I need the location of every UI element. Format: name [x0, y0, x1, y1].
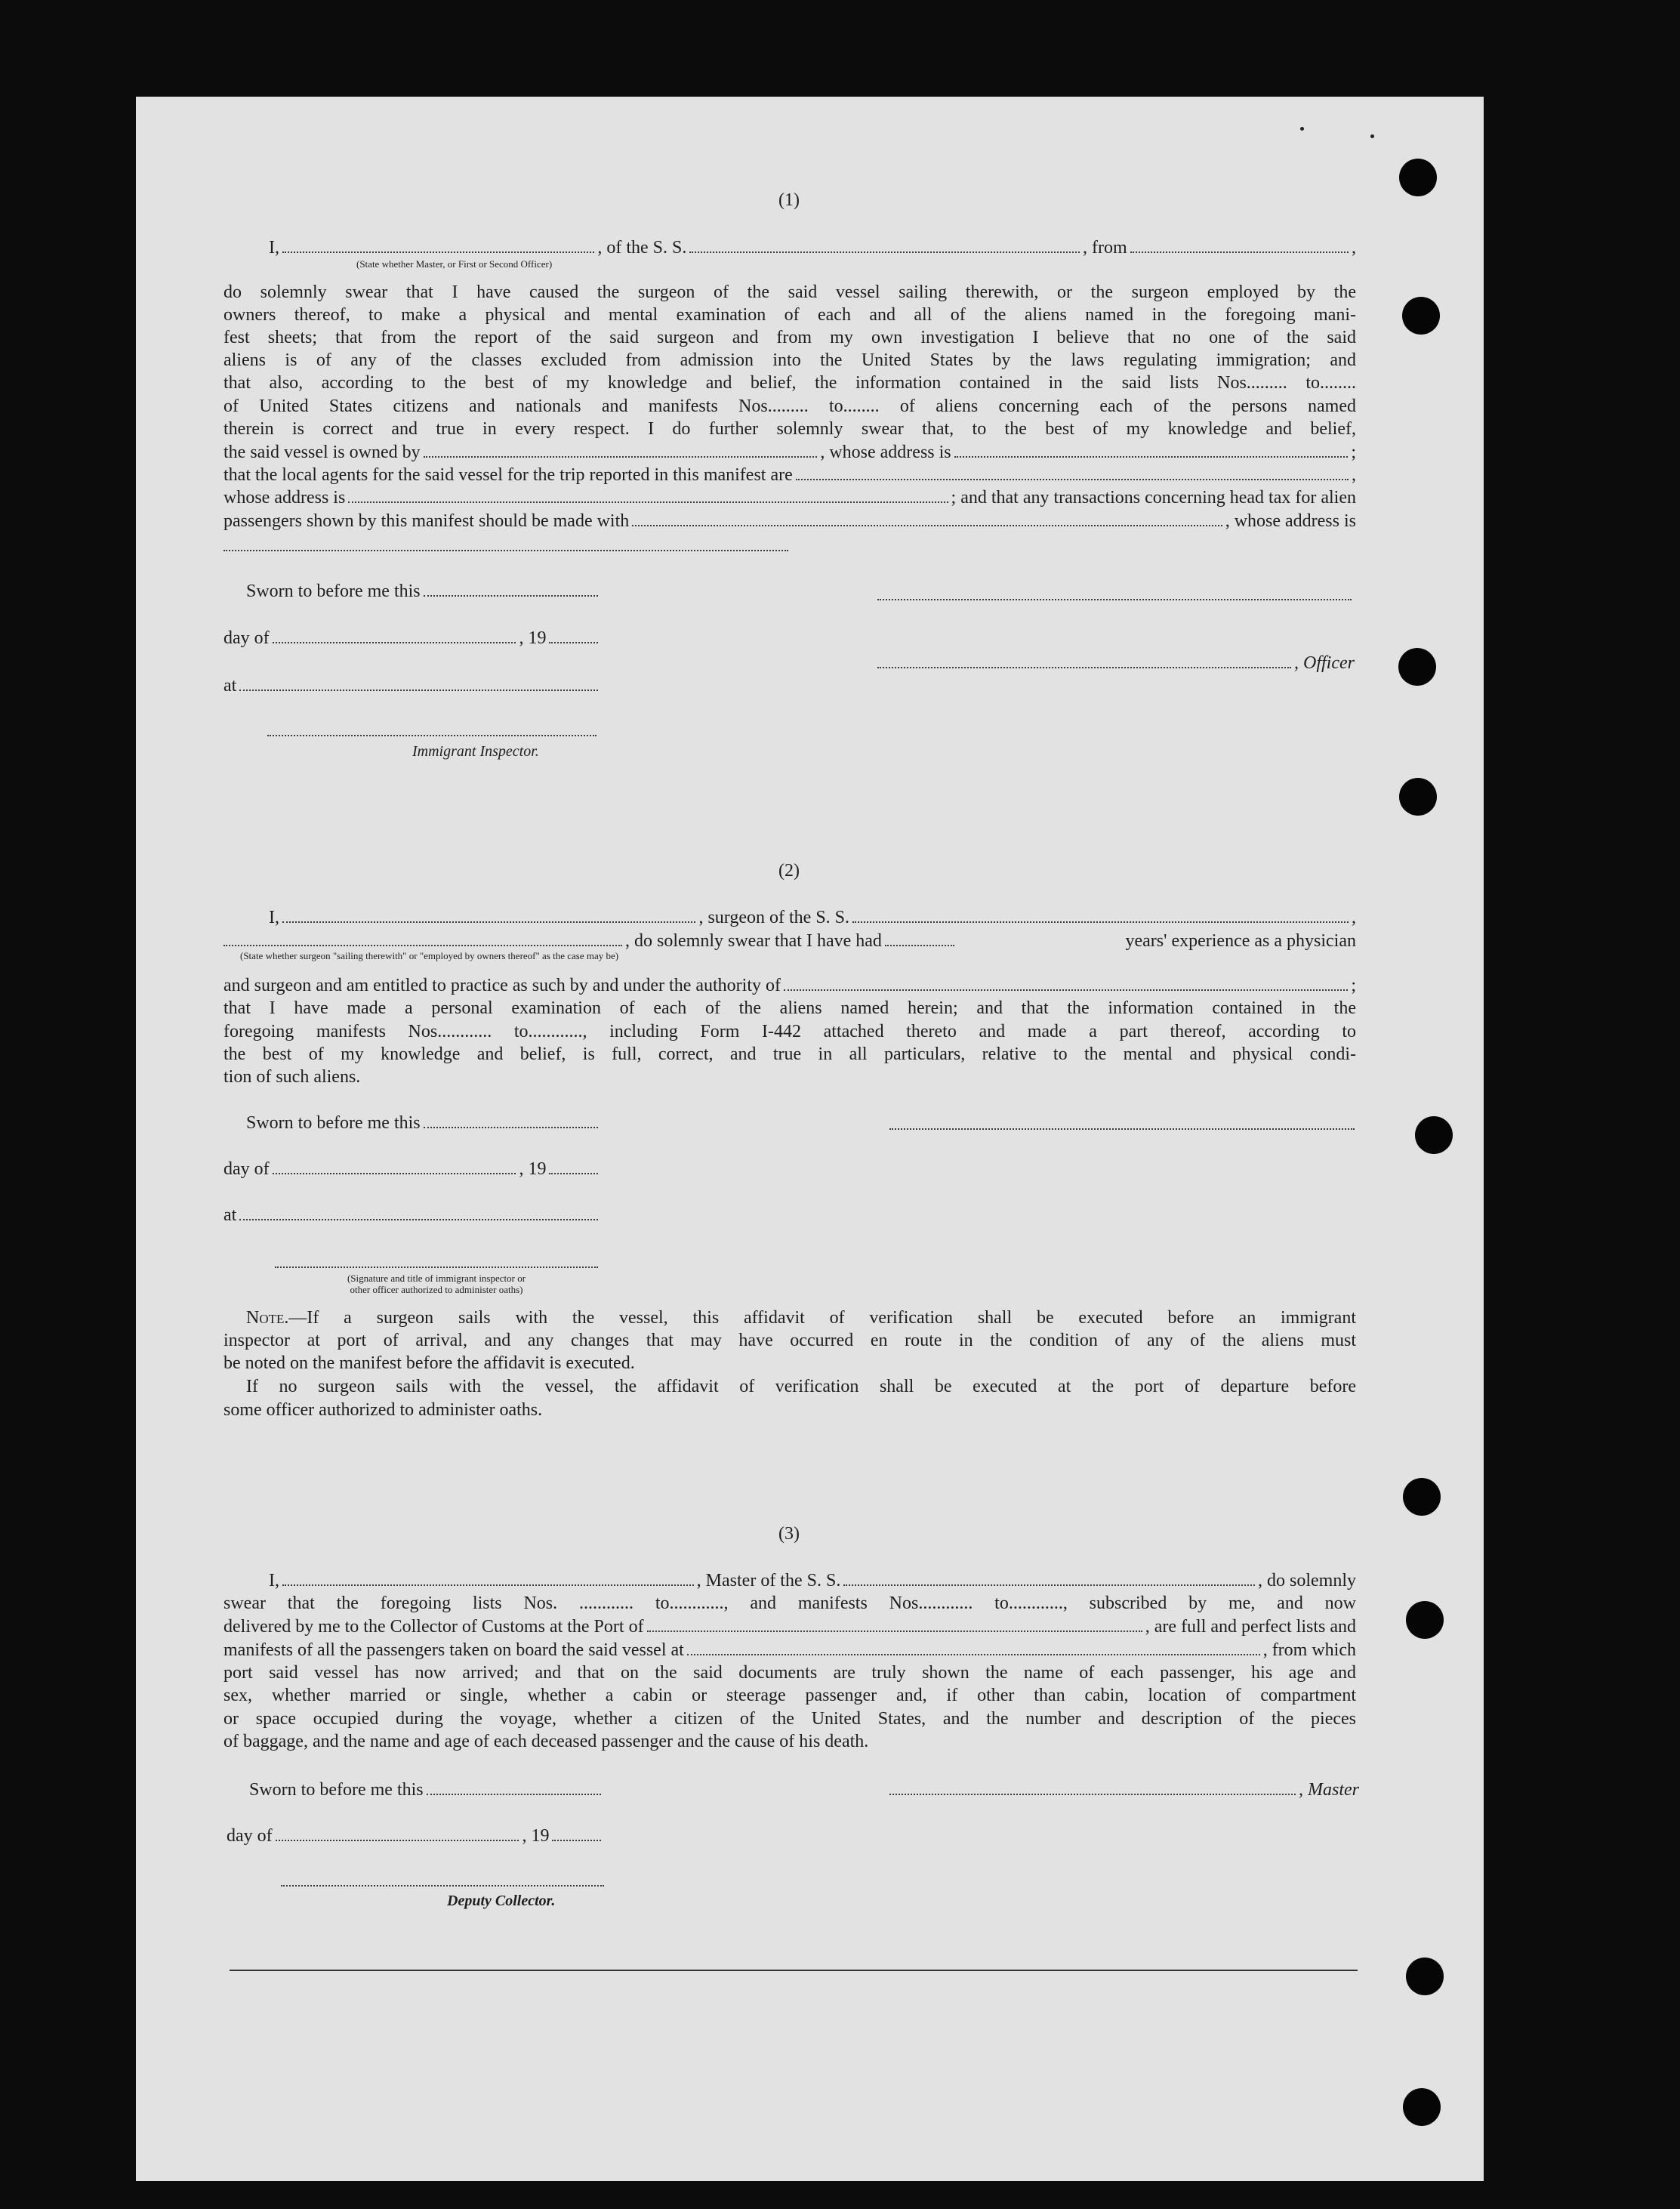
- head-tax-text: ; and that any transactions concerning head tax for alien: [951, 488, 1356, 508]
- s1-para-line: of United States citizens and nationals and manifests Nos......... to........ of aliens concerning each of the persons named: [223, 396, 1356, 416]
- day-of-label: day of: [223, 628, 270, 648]
- authority-text: and surgeon and am entitled to practice as such by and under the authority of: [223, 976, 781, 995]
- section-1-number: (1): [778, 190, 800, 210]
- officer-name-field[interactable]: [282, 238, 594, 253]
- owner-field[interactable]: [424, 443, 818, 458]
- month-field[interactable]: [273, 628, 516, 643]
- solemnly-text: , do solemnly: [1258, 1571, 1356, 1590]
- officer-signature-field[interactable]: [877, 653, 1291, 668]
- taken-on-board-text: manifests of all the passengers taken on board the said vessel at: [223, 1640, 684, 1660]
- s1-at: [223, 674, 601, 698]
- note-line-4: If no surgeon sails with the vessel, the affidavit of verification shall be executed at the port of departure before: [246, 1377, 1356, 1396]
- place-field[interactable]: [239, 1205, 598, 1220]
- semicolon: ;: [1351, 443, 1357, 462]
- day-of-label: day of: [227, 1826, 273, 1846]
- s2-at: [223, 1204, 601, 1227]
- punch-hole: [1415, 1116, 1453, 1154]
- s2-line-1: [223, 906, 1356, 930]
- s3-i-label: I,: [269, 1571, 279, 1590]
- collector-signature-line[interactable]: [281, 1885, 604, 1887]
- signature-note-line-1: (Signature and title of immigrant inspector or: [347, 1273, 526, 1284]
- s1-sworn: [246, 580, 601, 603]
- agents-address-label: whose address is: [223, 488, 346, 508]
- at-label: at: [223, 1205, 237, 1225]
- head-tax-party-field[interactable]: [632, 511, 1222, 526]
- s3-para-line: swear that the foregoing lists Nos. ............ to............, and manifests Nos............ to............, subscribed by me, and now: [223, 1594, 1356, 1613]
- surgeon-signature-line[interactable]: [889, 1128, 1355, 1130]
- owner-address-field[interactable]: [954, 443, 1349, 458]
- sworn-day-field[interactable]: [424, 582, 598, 597]
- s3-sworn: [249, 1779, 604, 1802]
- s2-para-line: that I have made a personal examination of each of the aliens named herein; and that the information contained in the: [223, 998, 1356, 1018]
- s1-para-line: that also, according to the best of my knowledge and belief, the information contained in the said lists Nos......... to........: [223, 373, 1356, 393]
- inspector-signature-line[interactable]: [275, 1266, 598, 1268]
- sworn-label: Sworn to before me this: [249, 1780, 424, 1800]
- at-label: at: [223, 676, 237, 696]
- s1-para-line: owners thereof, to make a physical and mental examination of each and all of the aliens named in the foregoing mani-: [223, 305, 1356, 325]
- master-label: , Master: [1299, 1780, 1359, 1800]
- s2-line-2: [223, 930, 1356, 953]
- s2-sworn: [246, 1112, 601, 1135]
- s1-of-ss: , of the S. S.: [597, 238, 687, 258]
- punch-hole: [1403, 2088, 1441, 2126]
- s1-comma: ,: [1352, 238, 1356, 258]
- s1-i-label: I,: [269, 238, 279, 258]
- punch-hole: [1399, 159, 1437, 196]
- s1-para-line: fest sheets; that from the report of the said surgeon and from my own investigation I believe that no one of the said: [223, 328, 1356, 347]
- s3-master-sig: [886, 1779, 1359, 1802]
- note-line-5: some officer authorized to administer oaths.: [223, 1400, 543, 1420]
- bottom-rule: [230, 1970, 1358, 1971]
- years-field[interactable]: [885, 931, 954, 946]
- note-line-1: [223, 1307, 1356, 1330]
- s1-agents-line: [223, 464, 1356, 487]
- s3-para-line: or space occupied during the voyage, whether a citizen of the United States, and the number and description of the pieces: [223, 1709, 1356, 1729]
- boarding-port-field[interactable]: [687, 1640, 1260, 1655]
- day-of-label: day of: [223, 1159, 270, 1179]
- s3-line-4: [223, 1639, 1356, 1662]
- s1-officer-sig: [874, 652, 1355, 675]
- s3-line-3: [223, 1615, 1356, 1639]
- sworn-label: Sworn to before me this: [246, 1113, 421, 1133]
- s2-i-label: I,: [269, 908, 279, 927]
- surgeon-type-note: (State whether surgeon "sailing therewith" or "employed by owners thereof" as the case may be): [240, 950, 619, 961]
- month-field[interactable]: [276, 1826, 519, 1841]
- s3-para-line: of baggage, and the name and age of each deceased passenger and the cause of his death.: [223, 1732, 869, 1751]
- year-field[interactable]: [549, 1159, 598, 1174]
- vessel-name-field[interactable]: [689, 238, 1080, 253]
- master-of-label: , Master of the S. S.: [696, 1571, 841, 1590]
- arrival-port-field[interactable]: [647, 1617, 1142, 1632]
- from-which-text: , from which: [1262, 1640, 1356, 1660]
- place-field[interactable]: [239, 676, 598, 691]
- speck: [1370, 134, 1374, 138]
- s2-para-line: foregoing manifests Nos............ to............, including Form I-442 attached thereto and made a part thereof, according to: [223, 1022, 1356, 1041]
- note-line-3: be noted on the manifest before the affidavit is executed.: [223, 1353, 635, 1373]
- made-with-label: passengers shown by this manifest should be made with: [223, 511, 630, 531]
- s1-address-line: [223, 486, 1356, 510]
- s1-line-1: [223, 236, 1356, 260]
- deputy-collector-label: Deputy Collector.: [447, 1893, 556, 1909]
- agents-address-field[interactable]: [348, 488, 948, 503]
- inspector-signature-line[interactable]: [267, 735, 596, 736]
- year-prefix: , 19: [522, 1826, 550, 1846]
- s2-vessel-field[interactable]: [852, 908, 1349, 923]
- signature-note: [275, 1273, 598, 1295]
- punch-hole: [1399, 778, 1437, 816]
- sworn-day-field[interactable]: [424, 1113, 598, 1128]
- signature-note-line-2: other officer authorized to administer oaths): [350, 1284, 523, 1295]
- comma: ,: [1352, 908, 1356, 927]
- s1-para-line: aliens is of any of the classes excluded from admission into the United States by the laws regulating immigration; and: [223, 350, 1356, 370]
- whose-address-label: , whose address is: [1225, 511, 1356, 531]
- surgeon-type-field[interactable]: [223, 931, 622, 946]
- punch-hole: [1406, 1958, 1444, 1995]
- surgeon-of-label: , surgeon of the S. S.: [698, 908, 850, 927]
- semicolon: ;: [1351, 976, 1356, 995]
- s1-from: , from: [1083, 238, 1127, 258]
- sworn-label: Sworn to before me this: [246, 582, 421, 601]
- officer-signature-line[interactable]: [877, 599, 1352, 600]
- s1-para-line: therein is correct and true in every respect. I do further solemnly swear that, to the best of my knowledge and belief,: [223, 419, 1356, 439]
- punch-hole: [1402, 297, 1440, 335]
- authority-field[interactable]: [784, 976, 1348, 991]
- owned-by-label: the said vessel is owned by: [223, 443, 421, 462]
- note-line-2: inspector at port of arrival, and any changes that may have occurred en route in the condition of any of the aliens must: [223, 1331, 1356, 1350]
- punch-hole: [1398, 648, 1436, 686]
- physician-text: years' experience as a physician: [1125, 931, 1356, 951]
- speck: [1300, 127, 1304, 131]
- from-port-field[interactable]: [1130, 238, 1349, 253]
- s2-line-3: [223, 974, 1356, 998]
- agents-label: that the local agents for the said vessel for the trip reported in this manifest are: [223, 465, 793, 485]
- s3-line-1: [223, 1569, 1356, 1593]
- s1-day-of: [223, 627, 601, 650]
- s1-headtax-line: [223, 510, 1356, 533]
- s1-para-line: do solemnly swear that I have caused the surgeon of the said vessel sailing therewith, or the surgeon employed by the: [223, 282, 1356, 302]
- s3-para-line: port said vessel has now arrived; and that on the said documents are truly shown the name of each passenger, his age and: [223, 1663, 1356, 1683]
- master-name-field[interactable]: [282, 1571, 694, 1586]
- note-text: —If a surgeon sails with the vessel, this affidavit of verification shall be executed before an immigrant: [288, 1308, 1356, 1328]
- head-tax-address-field[interactable]: [223, 550, 788, 551]
- master-signature-field[interactable]: [889, 1780, 1296, 1795]
- port-text: delivered by me to the Collector of Customs at the Port of: [223, 1617, 644, 1637]
- year-prefix: , 19: [519, 628, 547, 648]
- year-field[interactable]: [552, 1826, 601, 1841]
- punch-hole: [1403, 1478, 1441, 1516]
- comma: ,: [1352, 465, 1356, 485]
- section-2-number: (2): [778, 861, 800, 881]
- punch-hole: [1406, 1601, 1444, 1639]
- s3-day-of: [227, 1825, 604, 1848]
- surgeon-name-field[interactable]: [282, 908, 695, 923]
- perfect-lists-text: , are full and perfect lists and: [1145, 1617, 1356, 1637]
- officer-note: (State whether Master, or First or Second Officer): [356, 258, 553, 270]
- s3-vessel-field[interactable]: [843, 1571, 1255, 1586]
- s2-para-line: the best of my knowledge and belief, is full, correct, and true in all particulars, relative to the mental and physical condi-: [223, 1044, 1356, 1064]
- month-field[interactable]: [273, 1159, 516, 1174]
- immigrant-inspector-label: Immigrant Inspector.: [412, 743, 539, 760]
- s2-day-of: [223, 1158, 601, 1181]
- year-field[interactable]: [549, 628, 598, 643]
- s1-owner-line: [223, 441, 1356, 464]
- note-label: Note.: [246, 1308, 289, 1328]
- years-experience-text: , do solemnly swear that I have had: [625, 931, 882, 951]
- sworn-day-field[interactable]: [427, 1780, 601, 1795]
- agents-field[interactable]: [796, 465, 1349, 480]
- s3-para-line: sex, whether married or single, whether a cabin or steerage passenger and, if other than cabin, location of compartment: [223, 1686, 1356, 1705]
- officer-label: , Officer: [1294, 653, 1355, 673]
- s2-para-line: tion of such aliens.: [223, 1067, 361, 1087]
- year-prefix: , 19: [519, 1159, 547, 1179]
- section-3-number: (3): [778, 1524, 800, 1544]
- whose-address-label: , whose address is: [820, 443, 951, 462]
